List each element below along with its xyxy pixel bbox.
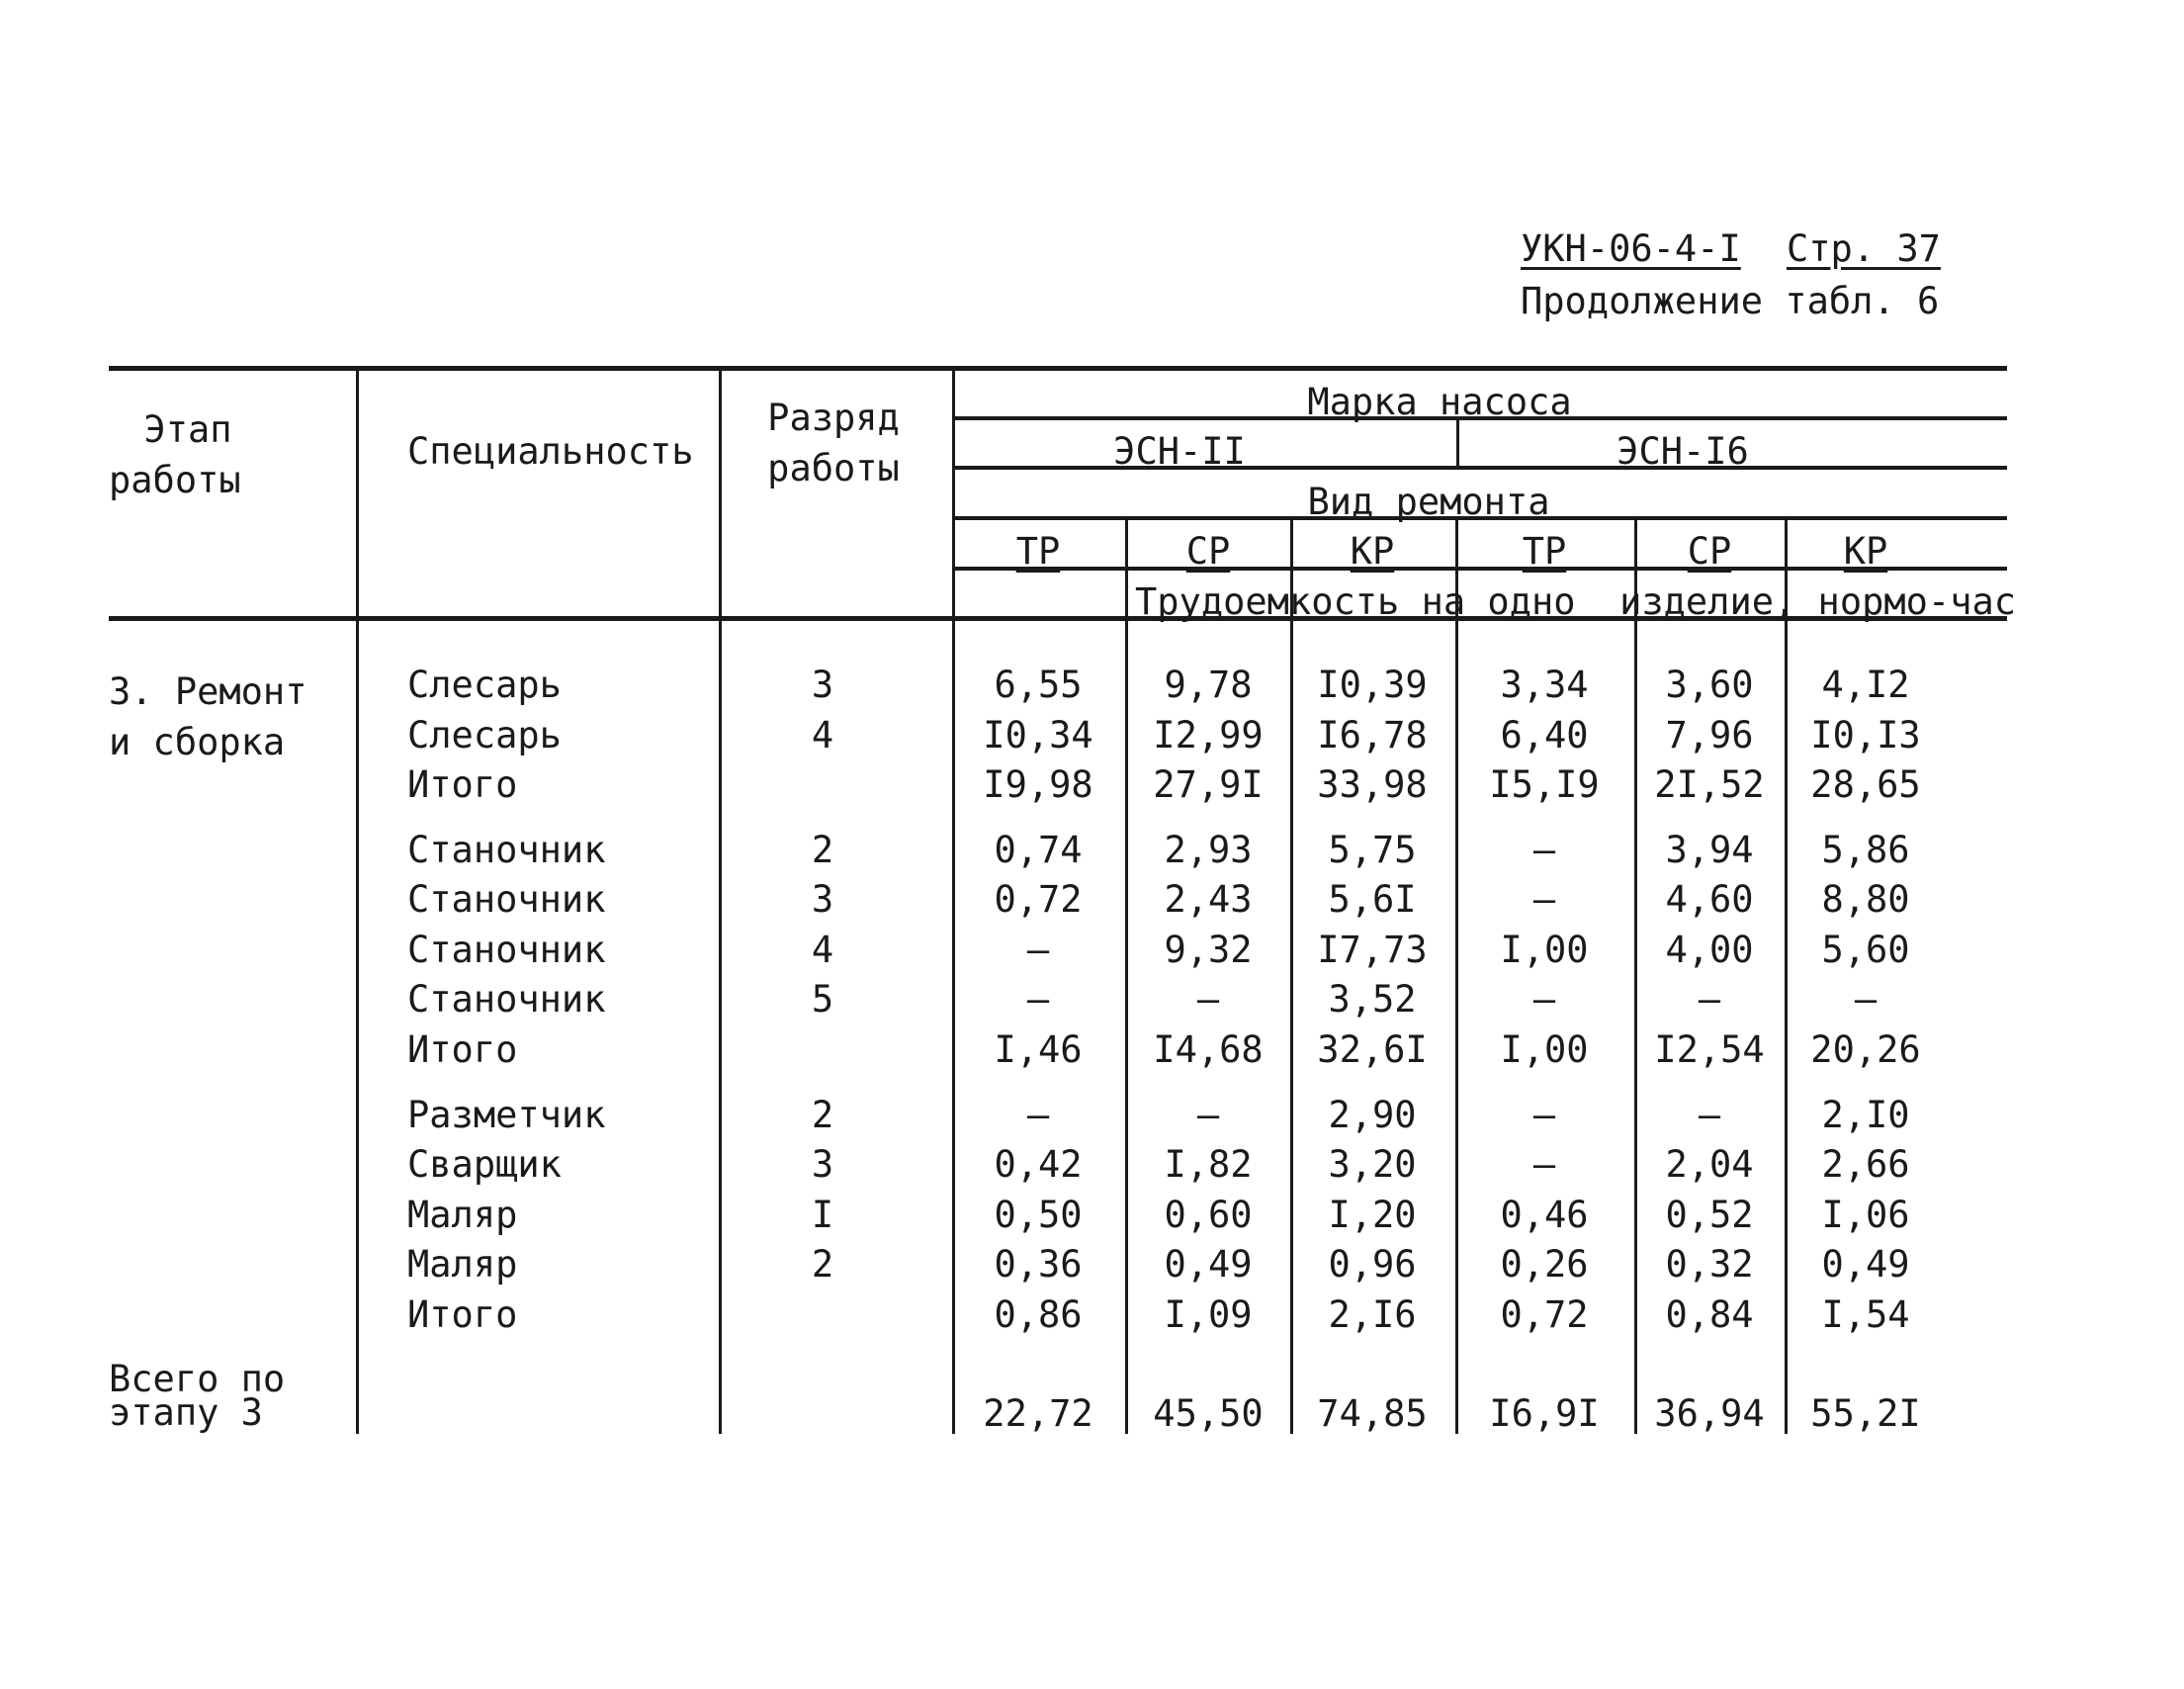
value-cell: – xyxy=(1026,929,1050,971)
grade-cell: 2 xyxy=(811,829,834,871)
specialty-cell: Итого xyxy=(407,763,518,806)
value-cell: 2,I0 xyxy=(1821,1094,1910,1136)
value-cell: – xyxy=(1532,829,1556,871)
value-cell: I6,78 xyxy=(1317,714,1428,756)
column-divider-2 xyxy=(1290,520,1293,1434)
pump-header-esn-11: ЭСН-II xyxy=(1113,430,1246,473)
value-cell: 5,6I xyxy=(1328,878,1417,921)
value-cell: 0,74 xyxy=(994,829,1083,871)
value-cell: 0,52 xyxy=(1665,1194,1754,1236)
value-cell: I,46 xyxy=(994,1028,1083,1071)
value-cell: I7,73 xyxy=(1317,929,1428,971)
value-cell: – xyxy=(1196,978,1220,1021)
page-number: Стр. 37 xyxy=(1787,227,1941,270)
value-cell: 0,72 xyxy=(994,878,1083,921)
value-cell: I9,98 xyxy=(983,763,1093,806)
value-cell: 4,60 xyxy=(1665,878,1754,921)
grade-cell: 5 xyxy=(811,978,834,1021)
stage-label-line2: и сборка xyxy=(109,721,286,763)
specialty-cell: Слесарь xyxy=(407,664,562,706)
value-cell: I4,68 xyxy=(1153,1028,1264,1071)
specialty-cell: Станочник xyxy=(407,978,606,1021)
column-divider-4 xyxy=(1634,520,1637,1434)
grade-cell: 4 xyxy=(811,714,834,756)
total-value-cell: 45,50 xyxy=(1153,1392,1264,1435)
value-cell: 2,66 xyxy=(1821,1143,1910,1186)
total-value-cell: 36,94 xyxy=(1654,1392,1765,1435)
total-value-cell: 22,72 xyxy=(983,1392,1093,1435)
value-cell: 3,52 xyxy=(1328,978,1417,1021)
value-cell: 7,96 xyxy=(1665,714,1754,756)
header-rule-pumps xyxy=(952,466,2007,470)
value-cell: I,00 xyxy=(1500,1028,1589,1071)
grade-header-line2: работы xyxy=(767,447,900,489)
value-cell: I5,I9 xyxy=(1489,763,1600,806)
value-cell: I0,34 xyxy=(983,714,1093,756)
specialty-cell: Станочник xyxy=(407,829,606,871)
column-divider-grade xyxy=(952,371,955,1434)
repair-kind-header: СР xyxy=(1687,530,1732,573)
repair-type-header: Вид ремонта xyxy=(1307,481,1550,523)
column-divider-stage xyxy=(356,371,359,1434)
value-cell: – xyxy=(1532,978,1556,1021)
specialty-cell: Станочник xyxy=(407,878,606,921)
value-cell: 4,I2 xyxy=(1821,664,1910,706)
value-cell: 0,96 xyxy=(1328,1243,1417,1286)
value-cell: – xyxy=(1532,1094,1556,1136)
value-cell: 2,43 xyxy=(1164,878,1253,921)
grade-cell: 2 xyxy=(811,1243,834,1286)
value-cell: 9,78 xyxy=(1164,664,1253,706)
value-cell: I2,54 xyxy=(1654,1028,1765,1071)
value-cell: – xyxy=(1026,1094,1050,1136)
column-divider-5 xyxy=(1785,520,1788,1434)
value-cell: 0,32 xyxy=(1665,1243,1754,1286)
grade-header-line1: Разряд xyxy=(767,397,900,439)
value-cell: – xyxy=(1532,1143,1556,1186)
value-cell: I,82 xyxy=(1164,1143,1253,1186)
value-cell: 0,72 xyxy=(1500,1293,1589,1336)
value-cell: I,06 xyxy=(1821,1194,1910,1236)
value-cell: 0,46 xyxy=(1500,1194,1589,1236)
value-cell: 3,60 xyxy=(1665,664,1754,706)
column-divider-1 xyxy=(1125,520,1128,1434)
repair-kind-header: КР xyxy=(1843,530,1888,573)
document-code: УКН-06-4-I xyxy=(1521,227,1741,270)
total-value-cell: 74,85 xyxy=(1317,1392,1428,1435)
value-cell: 28,65 xyxy=(1810,763,1921,806)
value-cell: I0,I3 xyxy=(1810,714,1921,756)
total-label-line2: этапу 3 xyxy=(109,1391,263,1434)
value-cell: 2,04 xyxy=(1665,1143,1754,1186)
column-divider-specialty xyxy=(719,371,722,1434)
stage-label-line1: 3. Ремонт xyxy=(109,670,307,713)
value-cell: 20,26 xyxy=(1810,1028,1921,1071)
repair-kind-header: СР xyxy=(1185,530,1231,573)
value-cell: 0,84 xyxy=(1665,1293,1754,1336)
value-cell: 4,00 xyxy=(1665,929,1754,971)
value-cell: I,20 xyxy=(1328,1194,1417,1236)
value-cell: 9,32 xyxy=(1164,929,1253,971)
stage-header-line1: Этап xyxy=(143,408,232,451)
value-cell: 0,49 xyxy=(1164,1243,1253,1286)
repair-kind-header: ТР xyxy=(1522,530,1567,573)
value-cell: – xyxy=(1532,878,1556,921)
value-cell: 5,86 xyxy=(1821,829,1910,871)
value-cell: 0,49 xyxy=(1821,1243,1910,1286)
grade-cell: 2 xyxy=(811,1094,834,1136)
value-cell: 2,93 xyxy=(1164,829,1253,871)
repair-kind-header: ТР xyxy=(1015,530,1061,573)
value-cell: – xyxy=(1698,978,1721,1021)
value-cell: – xyxy=(1854,978,1878,1021)
table-continuation-note: Продолжение табл. 6 xyxy=(1521,280,1940,322)
specialty-cell: Итого xyxy=(407,1293,518,1336)
value-cell: 0,86 xyxy=(994,1293,1083,1336)
specialty-cell: Слесарь xyxy=(407,714,562,756)
value-cell: 0,50 xyxy=(994,1194,1083,1236)
value-cell: 5,75 xyxy=(1328,829,1417,871)
value-cell: I,00 xyxy=(1500,929,1589,971)
value-cell: 0,42 xyxy=(994,1143,1083,1186)
specialty-cell: Маляр xyxy=(407,1194,518,1236)
table-top-rule xyxy=(109,366,2007,371)
value-cell: 5,60 xyxy=(1821,929,1910,971)
specialty-header: Специальность xyxy=(407,430,694,473)
value-cell: 0,36 xyxy=(994,1243,1083,1286)
pump-brand-header: Марка насоса xyxy=(1307,381,1572,423)
value-cell: – xyxy=(1196,1094,1220,1136)
pump-header-esn-16: ЭСН-I6 xyxy=(1616,430,1749,473)
value-cell: 32,6I xyxy=(1317,1028,1428,1071)
value-cell: I,09 xyxy=(1164,1293,1253,1336)
grade-cell: 3 xyxy=(811,1143,834,1186)
labor-caption: Трудоемкость на одно изделие, нормо-час xyxy=(1135,580,2017,623)
value-cell: 3,20 xyxy=(1328,1143,1417,1186)
value-cell: 3,34 xyxy=(1500,664,1589,706)
value-cell: 2,I6 xyxy=(1328,1293,1417,1336)
value-cell: – xyxy=(1698,1094,1721,1136)
value-cell: 27,9I xyxy=(1153,763,1264,806)
specialty-cell: Станочник xyxy=(407,929,606,971)
value-cell: I2,99 xyxy=(1153,714,1264,756)
value-cell: 2,90 xyxy=(1328,1094,1417,1136)
column-divider-pump xyxy=(1456,420,1459,470)
specialty-cell: Разметчик xyxy=(407,1094,606,1136)
stage-header-line2: работы xyxy=(109,459,241,501)
repair-kind-header: КР xyxy=(1350,530,1395,573)
specialty-cell: Сварщик xyxy=(407,1143,562,1186)
value-cell: 8,80 xyxy=(1821,878,1910,921)
value-cell: – xyxy=(1026,978,1050,1021)
total-label-line1: Всего по xyxy=(109,1358,286,1400)
value-cell: 2I,52 xyxy=(1654,763,1765,806)
value-cell: I0,39 xyxy=(1317,664,1428,706)
value-cell: I,54 xyxy=(1821,1293,1910,1336)
total-value-cell: I6,9I xyxy=(1489,1392,1600,1435)
column-divider-3 xyxy=(1455,520,1458,1434)
value-cell: 6,55 xyxy=(994,664,1083,706)
specialty-cell: Итого xyxy=(407,1028,518,1071)
value-cell: 33,98 xyxy=(1317,763,1428,806)
grade-cell: 4 xyxy=(811,929,834,971)
total-value-cell: 55,2I xyxy=(1810,1392,1921,1435)
value-cell: 0,26 xyxy=(1500,1243,1589,1286)
value-cell: 3,94 xyxy=(1665,829,1754,871)
grade-cell: 3 xyxy=(811,878,834,921)
grade-cell: I xyxy=(811,1194,834,1236)
specialty-cell: Маляр xyxy=(407,1243,518,1286)
grade-cell: 3 xyxy=(811,664,834,706)
value-cell: 6,40 xyxy=(1500,714,1589,756)
value-cell: 0,60 xyxy=(1164,1194,1253,1236)
